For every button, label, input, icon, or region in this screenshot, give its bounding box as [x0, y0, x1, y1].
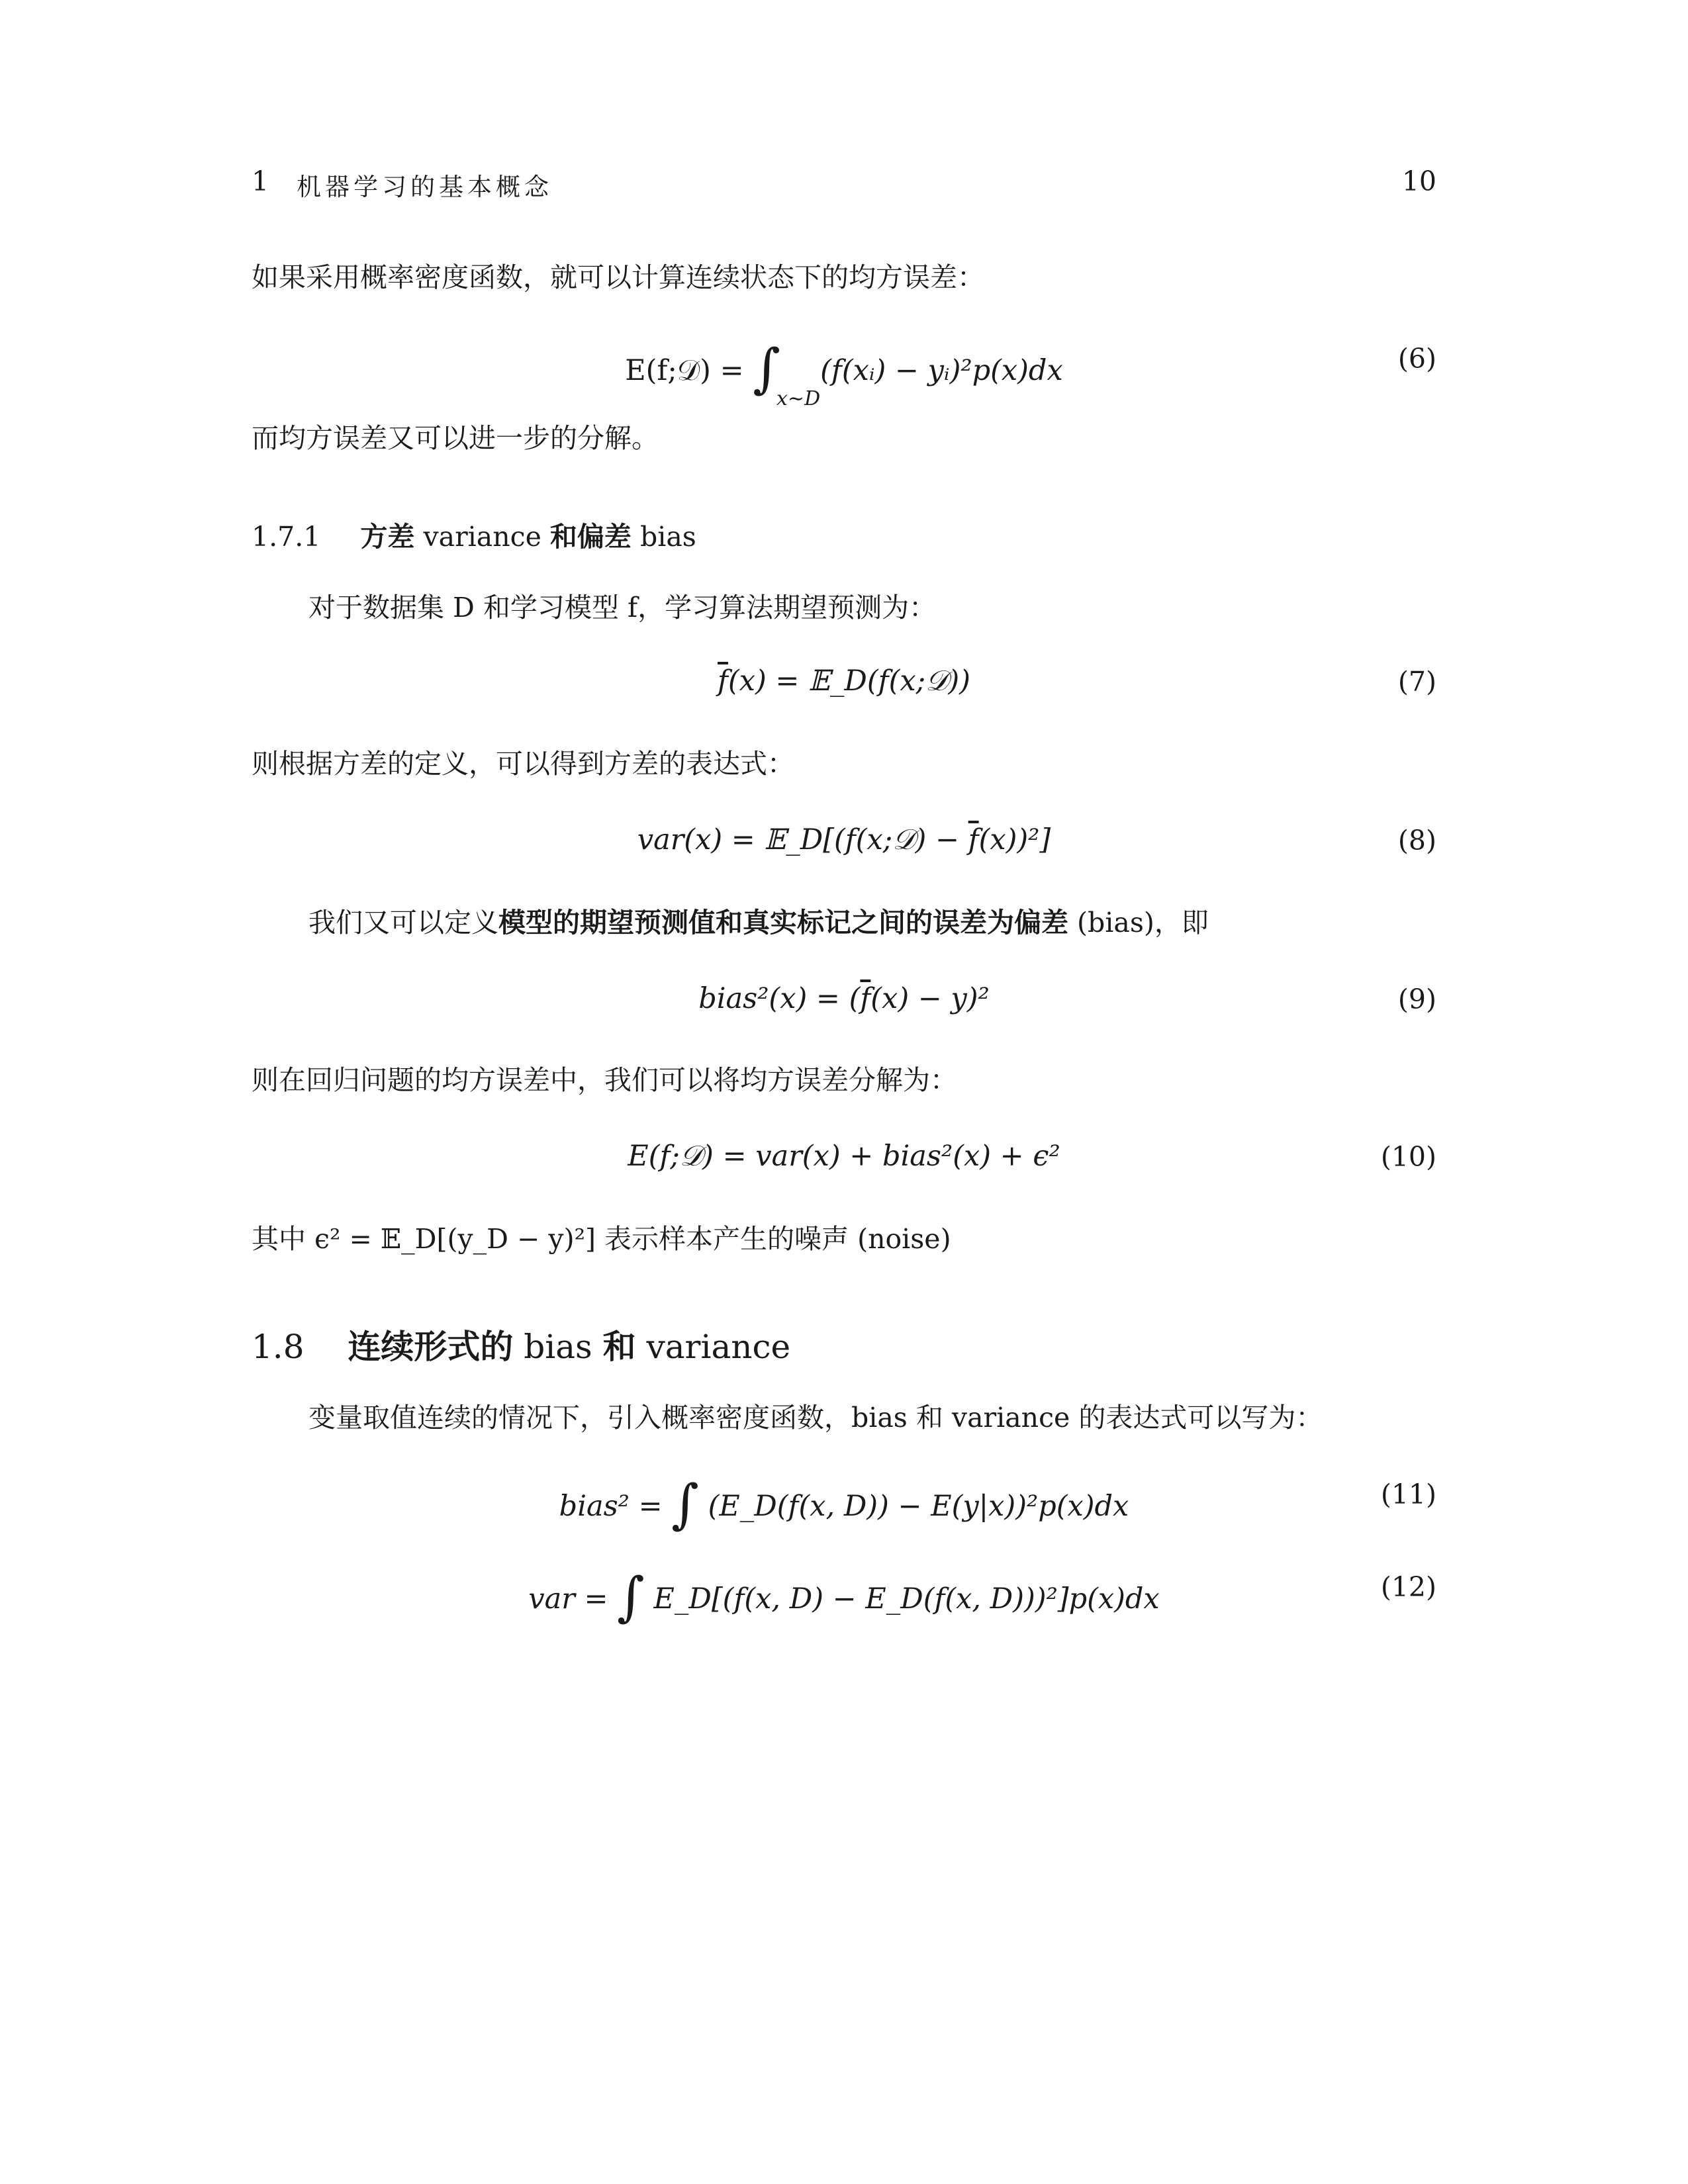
subsection-title-d: bias — [639, 521, 696, 553]
eq8-f-bar: $\overline{f}$ — [968, 823, 979, 856]
paragraph-variance-def: 则根据方差的定义，可以得到方差的表达式： — [252, 748, 794, 780]
eq9-part-b: (x) − y)² — [870, 982, 990, 1015]
eq6-number: (6) — [1397, 343, 1436, 375]
equation-11 — [0, 1467, 1688, 1535]
eq6-rhs: (f(xᵢ) − yᵢ)²p(x)dx — [820, 354, 1063, 387]
eq6-lhs: E(f;𝒟) = — [625, 354, 744, 387]
header-chapter-title: 机器学习的基本概念 — [297, 173, 553, 201]
section-title-c: 和 — [602, 1327, 636, 1366]
header-chapter-number: 1 — [252, 165, 269, 197]
eq7-number: (7) — [1397, 666, 1436, 698]
eq9-number: (9) — [1397, 983, 1436, 1015]
eq7-f-bar: $\overline{f}$ — [718, 664, 728, 698]
section-heading — [252, 1320, 790, 1368]
paragraph-regression: 则在回归问题的均方误差中，我们可以将均方误差分解为： — [252, 1064, 957, 1096]
section-title-d: variance — [635, 1328, 791, 1366]
para5-c: (bias)，即 — [1068, 907, 1209, 938]
eq10-body: E(f;𝒟) = var(x) + bias²(x) + ϵ² — [628, 1140, 1060, 1173]
eq11-number: (11) — [1380, 1479, 1436, 1510]
paragraph-noise: 其中 ϵ² = 𝔼_D[(y_D − y)²] 表示样本产生的噪声 (noise) — [252, 1223, 951, 1255]
equation-10 — [0, 1140, 1688, 1193]
integral-sign-icon: ∫ — [753, 338, 781, 399]
paragraph-expected-prediction: 对于数据集 D 和学习模型 f，学习算法期望预测为： — [308, 592, 937, 623]
eq11-lhs: bias² = — [559, 1490, 663, 1523]
header-page-number: 10 — [1401, 165, 1436, 197]
equation-7 — [0, 664, 1688, 717]
equation-12 — [0, 1559, 1688, 1627]
equation-9 — [0, 982, 1688, 1035]
eq12-number: (12) — [1380, 1571, 1436, 1603]
eq8-part-a: var(x) = 𝔼_D[(f(x;𝒟) − — [637, 823, 968, 856]
eq9-part-a: bias²(x) = ( — [698, 982, 861, 1015]
subsection-heading — [252, 515, 696, 554]
eq8-number: (8) — [1397, 825, 1436, 856]
eq9-f-bar: $\overline{f}$ — [860, 982, 871, 1015]
paragraph-decomposition: 而均方误差又可以进一步的分解。 — [252, 422, 659, 454]
eq7-rest: (x) = 𝔼_D(f(x;𝒟)) — [727, 664, 970, 698]
paragraph-intro: 如果采用概率密度函数，就可以计算连续状态下的均方误差： — [252, 261, 984, 293]
subsection-title-a: 方差 — [360, 521, 415, 553]
eq10-number: (10) — [1380, 1141, 1436, 1173]
eq12-lhs: var = — [528, 1582, 608, 1615]
eq12-rhs: E_D[(f(x, D) − E_D(f(x, D)))²]p(x)dx — [653, 1582, 1160, 1615]
eq11-rhs: (E_D(f(x, D)) − E(y|x))²p(x)dx — [708, 1490, 1129, 1523]
para5-b: 模型的期望预测值和真实标记之间的误差为偏差 — [498, 907, 1068, 938]
subsection-number: 1.7.1 — [252, 521, 321, 553]
subsection-title-c: 和偏差 — [549, 521, 632, 553]
section-number: 1.8 — [252, 1328, 305, 1366]
section-title-a: 连续形式的 — [348, 1327, 514, 1366]
equation-8 — [0, 823, 1688, 876]
section-title-b: bias — [513, 1328, 603, 1366]
subsection-title-b: variance — [423, 521, 541, 553]
equation-6 — [0, 331, 1688, 410]
eq6-subscript: x∼D — [776, 387, 821, 410]
integral-sign-icon: ∫ — [671, 1473, 699, 1535]
paragraph-continuous: 变量取值连续的情况下，引入概率密度函数，bias 和 variance 的表达式可以写为： — [308, 1402, 1323, 1433]
eq8-part-b: (x))²] — [978, 823, 1051, 856]
paragraph-bias-def — [308, 907, 1209, 939]
integral-sign-icon: ∫ — [617, 1566, 645, 1627]
para5-a: 我们又可以定义 — [308, 907, 498, 938]
